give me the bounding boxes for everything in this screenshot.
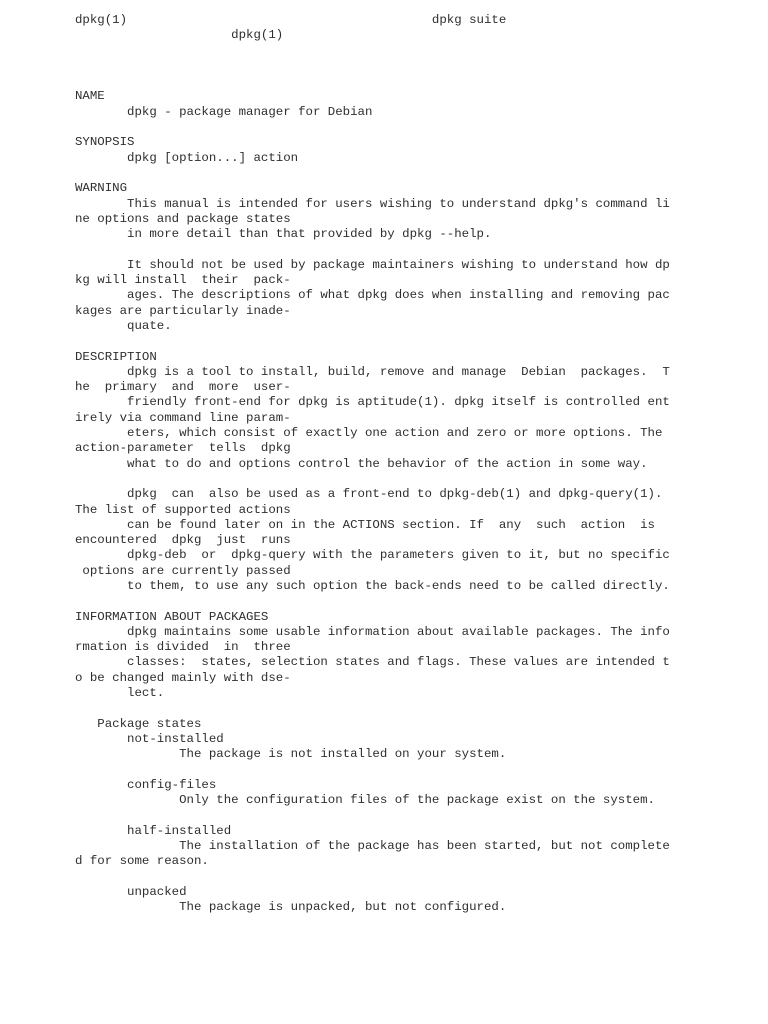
text-line: he primary and more user- bbox=[75, 380, 291, 395]
text-line: friendly front-end for dpkg is aptitude(1). dpkg itself is controlled ent bbox=[75, 395, 670, 410]
blank-line bbox=[75, 701, 755, 716]
text-line: dpkg [option...] action bbox=[75, 150, 299, 165]
text-line: Only the configuration files of the package exist on the system. bbox=[75, 793, 655, 808]
blank-line bbox=[75, 242, 755, 257]
text-line: eters, which consist of exactly one action and zero or more options. The bbox=[75, 426, 663, 441]
text-line: quate. bbox=[75, 318, 172, 333]
blank-line bbox=[75, 44, 755, 59]
text-line: dpkg is a tool to install, build, remove and manage Debian packages. T bbox=[75, 364, 670, 379]
text-line: in more detail than that provided by dpkg --help. bbox=[75, 227, 492, 242]
section-heading: DESCRIPTION bbox=[75, 349, 157, 364]
text-line: Package states bbox=[75, 716, 202, 731]
text-line: half-installed bbox=[75, 823, 232, 838]
text-line: This manual is intended for users wishing to understand dpkg's command li bbox=[75, 196, 670, 211]
text-line: d for some reason. bbox=[75, 854, 209, 869]
text-line: can be found later on in the ACTIONS section. If any such action is bbox=[75, 517, 655, 532]
man-page-document bbox=[75, 13, 755, 916]
text-line: dpkg-deb or dpkg-query with the parameters given to it, but no specific bbox=[75, 548, 670, 563]
text-line: dpkg - package manager for Debian bbox=[75, 104, 373, 119]
text-line: classes: states, selection states and flags. These values are intended t bbox=[75, 655, 670, 670]
text-line: rmation is divided in three bbox=[75, 640, 291, 655]
text-line: dpkg maintains some usable information about available packages. The info bbox=[75, 624, 670, 639]
text-line: dpkg can also be used as a front-end to dpkg-deb(1) and dpkg-query(1). bbox=[75, 487, 663, 502]
blank-line bbox=[75, 120, 755, 135]
text-line: encountered dpkg just runs bbox=[75, 533, 291, 548]
text-line: unpacked bbox=[75, 884, 187, 899]
document-body bbox=[75, 44, 755, 916]
text-line: kg will install their pack- bbox=[75, 273, 291, 288]
text-line: The package is not installed on your system. bbox=[75, 747, 507, 762]
blank-line bbox=[75, 334, 755, 349]
text-line: options are currently passed bbox=[75, 563, 291, 578]
text-line: lect. bbox=[75, 686, 165, 701]
page-header-continuation: dpkg(1) bbox=[75, 28, 284, 43]
blank-line bbox=[75, 808, 755, 823]
text-line: what to do and options control the behavior of the action in some way. bbox=[75, 456, 648, 471]
section-heading: WARNING bbox=[75, 181, 128, 196]
text-line: The installation of the package has been started, but not complete bbox=[75, 839, 670, 854]
text-line: The list of supported actions bbox=[75, 502, 291, 517]
blank-line bbox=[75, 763, 755, 778]
text-line: kages are particularly inade- bbox=[75, 303, 291, 318]
text-line: to them, to use any such option the back-ends need to be called directly. bbox=[75, 578, 670, 593]
blank-line bbox=[75, 59, 755, 74]
blank-line bbox=[75, 472, 755, 487]
blank-line bbox=[75, 74, 755, 89]
blank-line bbox=[75, 166, 755, 181]
blank-line bbox=[75, 870, 755, 885]
text-line: It should not be used by package maintainers wishing to understand how dp bbox=[75, 257, 670, 272]
section-heading: NAME bbox=[75, 89, 105, 104]
text-line: not-installed bbox=[75, 731, 224, 746]
text-line: ne options and package states bbox=[75, 211, 291, 226]
text-line: irely via command line param- bbox=[75, 410, 291, 425]
page-header: dpkg(1) dpkg suite bbox=[75, 13, 507, 27]
blank-line bbox=[75, 594, 755, 609]
text-line: ages. The descriptions of what dpkg does when installing and removing pac bbox=[75, 288, 670, 303]
text-line: config-files bbox=[75, 777, 217, 792]
text-line: The package is unpacked, but not configured. bbox=[75, 900, 507, 915]
section-heading: INFORMATION ABOUT PACKAGES bbox=[75, 609, 269, 624]
section-heading: SYNOPSIS bbox=[75, 135, 135, 150]
text-line: o be changed mainly with dse- bbox=[75, 670, 291, 685]
text-line: action-parameter tells dpkg bbox=[75, 441, 291, 456]
